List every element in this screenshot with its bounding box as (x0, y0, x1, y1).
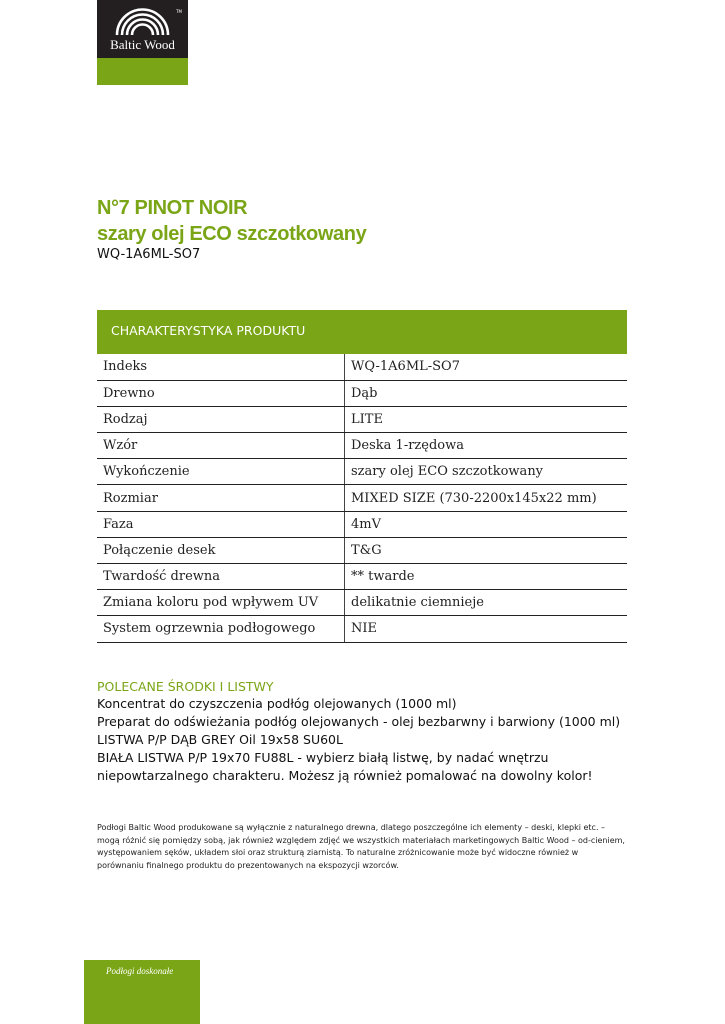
table-row (97, 380, 627, 406)
spec-key: Połączenie desek (97, 537, 345, 563)
spec-value: Dąb (345, 380, 628, 406)
table-row (97, 354, 627, 380)
spec-value: LITE (345, 406, 628, 432)
spec-value: WQ-1A6ML-SO7 (345, 354, 628, 380)
footer-brand-box (84, 960, 200, 1024)
spec-key: Faza (97, 511, 345, 537)
table-row (97, 511, 627, 537)
spec-key: Zmiana koloru pod wpływem UV (97, 590, 345, 616)
table-row (97, 590, 627, 616)
brand-name: Baltic Wood (110, 37, 175, 52)
table-row (97, 433, 627, 459)
product-title: N°7 PINOT NOIR (97, 197, 248, 219)
table-row (97, 485, 627, 511)
spec-key: Wzór (97, 433, 345, 459)
specs-header (97, 310, 627, 354)
spec-value: MIXED SIZE (730-2200x145x22 mm) (345, 485, 628, 511)
list-item: Preparat do odświeżania podłóg olejowanych - olej bezbarwny i barwiony (1000 ml) (97, 714, 621, 729)
spec-key: Rozmiar (97, 485, 345, 511)
spec-key: Indeks (97, 354, 345, 380)
product-code: WQ-1A6ML-SO7 (97, 247, 201, 262)
list-item: BIAŁA LISTWA P/P 19x70 FU88L - wybierz białą listwę, by nadać wnętrzu niepowtarzalnego charakteru. Możesz ją również pomalować na dowolny kolor! (97, 750, 593, 783)
spec-key: Rodzaj (97, 406, 345, 432)
product-subtitle: szary olej ECO szczotkowany (97, 223, 367, 245)
spec-key: Wykończenie (97, 459, 345, 485)
spec-value: szary olej ECO szczotkowany (345, 459, 628, 485)
disclaimer-text: Podłogi Baltic Wood produkowane są wyłącznie z naturalnego drewna, dlatego poszczególne ich elementy – deski, klepki etc. – mogą różnić się pomiędzy sobą, jak również względem zdjęć we wszystkich materiałach marketingowych Baltic Wood – od-cieniem, występowaniem sęków, układem słoi oraz strukturą ziarnistą. To naturalne zróżnicowanie może być widoczne również w porównaniu finalnego produktu do prezentowanych na ekspozycji wzorców. (97, 823, 625, 870)
spec-value: 4mV (345, 511, 628, 537)
list-item: Koncentrat do czyszczenia podłóg olejowanych (1000 ml) (97, 696, 457, 711)
brand-logo (97, 0, 188, 58)
trademark-label: TM (176, 9, 182, 14)
spec-key: Drewno (97, 380, 345, 406)
list-item: LISTWA P/P DĄB GREY Oil 19x58 SU60L (97, 732, 343, 747)
table-row (97, 564, 627, 590)
specs-heading: CHARAKTERYSTYKA PRODUKTU (111, 323, 306, 338)
spec-key: System ogrzewnia podłogowego (97, 616, 345, 642)
specs-table (97, 354, 627, 643)
spec-value: T&G (345, 537, 628, 563)
spec-value: Deska 1-rzędowa (345, 433, 628, 459)
recommended-list (97, 695, 627, 785)
spec-value: ** twarde (345, 564, 628, 590)
table-row (97, 406, 627, 432)
table-row (97, 537, 627, 563)
recommended-heading: POLECANE ŚRODKI I LISTWY (97, 679, 274, 694)
table-row (97, 616, 627, 642)
logo-arc-icon (113, 6, 172, 36)
spec-value: delikatnie ciemnieje (345, 590, 628, 616)
table-row (97, 459, 627, 485)
spec-key: Twardość drewna (97, 564, 345, 590)
spec-value: NIE (345, 616, 628, 642)
logo-green-band (97, 58, 188, 85)
brand-tagline: Podłogi doskonałe (106, 966, 174, 976)
